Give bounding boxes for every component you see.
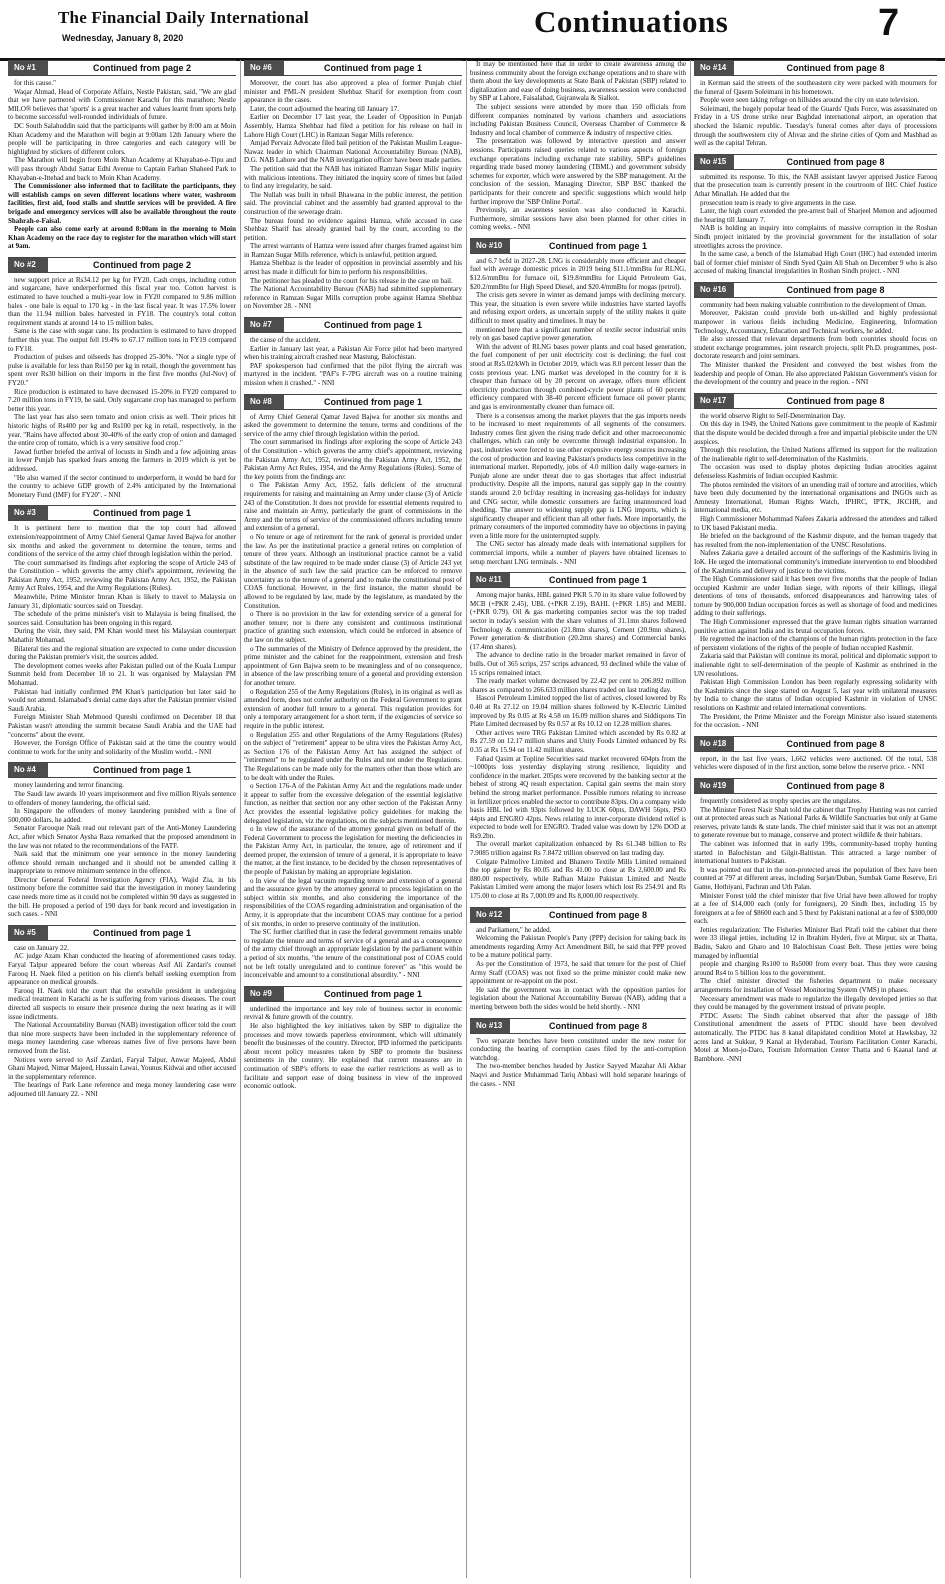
story [244, 317, 462, 388]
section-title: Continuations [534, 4, 729, 39]
story-body [470, 926, 686, 1012]
paragraph: Rice production is estimated to have decreased 15-20% in FY20 compared to 7.20 million tons in FY19, he said. Only sugarcane crop has managed to perform better this year. [8, 387, 236, 413]
story [8, 257, 236, 499]
paragraph: Senator Farooque Naik read out relevant part of the Anti-Money Laundering Act, after which Senator Aysha Raza remarked that the proposed amendment in the law was not related to the recommendations of the FATF. [8, 824, 236, 850]
paragraph: The Saudi law awards 10 years imprisonment and five million Riyals sentence to offenders of money laundering, the official said. [8, 789, 236, 807]
story-header [694, 778, 937, 794]
paragraph: Pakistan had initially confirmed PM Khan's participation but later said he would not attend. Islamabad's denial came days after the Pakistan premier visited Saudi Arabia. [8, 687, 236, 713]
paragraph: The advance to decline ratio in the broader market remained in favor of bulls. Out of 365 scrips, 257 scrips advanced, 93 declined while the value of 15 scrips remained intact. [470, 651, 686, 677]
paragraph: DC South Salahuddin said that the participants will gather by 8:00 am at Moin Khan Academy and the Marathon will begin at 9:00am 12th January where the people will be participating in three categories and each category will be highlighted by stickers of different colors. [8, 121, 236, 156]
story-number-badge: No #8 [244, 395, 284, 409]
paragraph: With the advent of RLNG bases power plants and coal based generation, the fuel component of per unit electricity cost is declining; the fuel cost stood at Rs5.02/kWh in October 2019, which was 8.0 percent lesser than the costs previous year. LNG market was developed in the country for it is cheaper than furnace oil by 20 percent on average, offers more efficient electricity production through combined-cycle power plants of 60 percent efficiency compared with 38-40 percent efficient furnace oil power plants; and gas is environmentally cleaner than furnace oil. [470, 342, 686, 411]
paragraph: The petition said that the NAB has initiated Ramzan Sugar Mills' inquiry with malicious intentions. They initiated the inquiry score of times but failed to find any irregularity, he said. [244, 164, 462, 191]
story-header [8, 505, 236, 521]
paragraph: new support price at Rs34.12 per kg for FY20. Cash crops, including cotton and sugarcane, have underperformed this fiscal year too. Cotton harvest is estimated to have touched a multi-year low in FY20 compared to 9.86 million bales - one bale is equal to 170 kg - in the last fiscal year. It was 17.5% lower than the 11.94 million bales harvested in FY18. The country's total cotton requirement stands at around 14 to 15 million bales. [8, 275, 236, 327]
paragraph: The court summarised its findings after exploring the scope of Article 243 of the Constitution - which governs the army chief's appointment, reviewing the Pakistan Army Act, 1952, reviewing the Pakistan Army Act, 1952, the Pakistan Army Act Rules, 1954, and the Army Regulations (Rules). Some of the key points from the findings are: [244, 438, 462, 481]
paragraph: Later, the court adjourned the hearing till January 17. [250, 104, 399, 113]
story [8, 60, 236, 251]
story-body [694, 173, 937, 276]
paragraph: In Singapore the offenders of money laundering punished with a fine of 500,000 dollars, he added. [8, 807, 236, 824]
column-4 [694, 60, 937, 1580]
paragraph: Two separate benches have been constituted under the new roster for conducting the hearing of corruption cases filed by the anti-corruption watchdog. [470, 1036, 686, 1062]
paragraph: o The Pakistan Army Act, 1952, falls deficient of the structural requirements for raising and maintaining an Army under clause (3) of Article 243 of the Constitution. It does not provide for essential elements required to raise and maintain an Army, particularly the grant of commissions in the Army and the terms of service of the commissioned officers including tenure and extension of a general. [244, 481, 462, 533]
paragraph: Jetties regularization: The Fisheries Minister Bari Pitafi told the cabinet that there were 33 illegal jetties, including 12 in Ibrahim Hyderi, five at Mirpur, six at Thatta, Badin, Sakro and Gharo and 10 Balochistan Coast Belt. These jetties were being managed by influential [694, 925, 937, 960]
column-3 [470, 60, 686, 1580]
paragraph: As per the Constitution of 1973, he said that tenure for the post of Chief Army Staff (COAS) was not fixed so the prime minister could make new appointment or re-appoint on the post. [470, 960, 686, 986]
story [470, 238, 686, 566]
story-header [8, 60, 236, 76]
paragraph: and 6.7 bcfd in 2027-28. LNG is considerably more efficient and cheaper fuel with average domestic prices in 2019 being $11.1/mmBtu for RLNG, $12.6/mmBtu for furnace oil, $19.8/mmBtu for Liquid Petroleum Gas, $20.2/mmBtu for High Speed Diesel, and $20.4/mmBtu for mogas (petrol). [470, 256, 686, 291]
paragraph: He briefed on the background of the Kashmir dispute, and the human tragedy that has resulted from the non-implementation of the UNSC Resolutions. [694, 532, 937, 549]
paragraph: PAF spokesperson had confirmed that the pilot flying the aircraft was martyred in the incident. "PAF's F-7PG aircraft was on a routine training mission when it crashed." - NNI [244, 361, 462, 387]
story-body [244, 413, 462, 980]
paragraph: On this day in 1949, the United Nations gave commitment to the people of Kashmir that the dispute would be decided through a free and impartial plebiscite under the UN auspices. [694, 420, 937, 446]
paragraph: Through this resolution, the United Nations affirmed its support for the realization of the inalienable right to self-determination of the Kashmiris. [694, 446, 937, 463]
paragraph: Bilateral ties and the regional situation are expected to come under discussion during the Pakistan premier's visit, the sources added. [8, 644, 236, 662]
story-body [8, 781, 236, 919]
paragraph: People were seen taking refuge on hillsides around the city on state television. [700, 96, 920, 105]
story-number-badge: No #6 [244, 61, 284, 75]
paragraph: The National Accountability Bureau (NAB) had submitted supplementary reference in Ramzan Sugar Mills corruption probe against Hamza Shehbaz on November 28. - NNI [244, 285, 462, 311]
paragraph: Colgate Palmolive Limited and Bhanero Textile Mills Limited remained the top gainer by Rs 80.05 and Rs 41.00 to close at Rs 2,600.00 and Rs 880.00 respectively, while Rafhan Maize Pakistan Limited and Nestle Pakistan Limited were among the major losers which lost Rs 254.91 and Rs 175.00 to close at Rs 7,000.09 and Rs 8,000.00 respectively. [470, 857, 686, 901]
paragraph: The Minister Forest Nasir Shah told the cabinet that Trophy Hunting was not carried out at protected areas such as National Parks & Wildlife Sanctuaries but only at Game reserves, private lands & state lands. The chief minister said that it was not an attempt to generate revenue but to manage, conserve and protect wildlife & their habitats. [694, 805, 937, 840]
story-number-badge: No #5 [8, 926, 48, 940]
story-header [8, 925, 236, 941]
story-continuation-title: Continued from page 8 [548, 1020, 647, 1031]
paragraph: Foreign Minister Shah Mehmood Qureshi confirmed on December 18 that Pakistan wasn't attending the summit because Saudi Arabia and the UAE had "concerns" about the event. [8, 713, 236, 739]
paragraph: In the same case, a bench of the Islamabad High Court (IHC) had extended interim bail of former chief minister of Sindh Syed Qaim Ali Shah on December 9 who is also accused of making financial irregularities in Roshan Sindh project. - NNI [694, 250, 937, 276]
story [694, 736, 937, 772]
story-header [244, 394, 462, 410]
story-header [470, 1018, 686, 1034]
paragraph: community had been making valuable contribution to the development of Oman. [700, 300, 927, 309]
paragraph: Naik said that the minimum one year sentence in the money laundering offence should remain unchanged and it should not be amended calling it inappropriate to remove minimum sentence in the offence. [8, 850, 236, 876]
story-header [470, 238, 686, 254]
story-header [470, 907, 686, 923]
paragraph: It was pointed out that in the non-protected areas the population of Ibex have been counted at 797 at different areas, including Surjan/Duban, Sumbak Game Reserve, Eri Game, Hothiyani, Pachran and Uth Palan. [694, 865, 937, 891]
paragraph: Fahad Qasim at Topline Securities said market recovered 604pts from the ~1000pts loss yesterday displaying strong resilience, liquidity and confidence in the market. 205pts were recovered by the banking sector at the behest of strong 4Q result expectation. Capital gain seems the main story behind the strong market performance. Possible rumors relating to increase in fertilizer prices enabled the sector to contribute 83pts. On a company wide basis HBL led with 93pts followed by LUCK 60pts, DAWH 56pts, PSO 44pts and ENGRO 42pts. News relating to inter-corporate dividend relief is expected to bode well for ENGRO. Traded value was down by 12% DOD at Rs9.2bn. [470, 754, 686, 840]
paragraph: The High Commissioner expressed that the grave human rights situation warranted punitive action against India and its brutal occupation forces. [694, 618, 937, 635]
story [470, 907, 686, 1012]
paragraph: Hamza Shehbaz is the leader of opposition in provincial assembly and his arrest has made it difficult for him to perform his responsibilities. [244, 259, 462, 277]
paragraph: He also highlighted the key initiatives taken by SBP to digitalize the processes and move towards paperless environment, which will ultimately benefit the businesses of the country. Director, IPD informed the participants about recent policy measures taken by SBP to promote the business sentiments in the country. He explained that current measures are in continuation of SBP's efforts to ease the earlier restrictions as well as to facilitate and support ease of doing business in view of the improved economic outlook. [244, 1021, 462, 1091]
story-header [244, 317, 462, 333]
paragraph: The schedule of the prime minister's visit to Malaysia is being finalised, the sources said. Consultation has been ongoing in this regard. [8, 610, 236, 627]
story-body [470, 591, 686, 900]
paragraph: The Nullah was built in tehsil Bhawana in the public interest, the petition said. The provincial cabinet and the assembly had granted approval to the construction of the sewerage drain. [244, 190, 462, 216]
story-body [694, 797, 937, 1063]
story-continuation-title: Continued from page 1 [92, 508, 191, 519]
paragraph: The President, the Prime Minister and the Foreign Minister also issued statements for the occasion. - NNI [694, 712, 937, 730]
story-body [470, 257, 686, 566]
paragraph: Moreover, Pakistan could provide both un-skilled and highly professional manpower in various fields including Medicine, Engineering, Information Technology, Accountancy, Education and Technical workers, he added. [694, 309, 937, 335]
paragraph: The crisis gets severe in winter as demand jumps with declining mercury. This year, the situation is even severe while industries have started layoffs and refusing export orders, as uncertain supply of the utility makes it quite difficult to meet quality and timelines. It may be [470, 291, 686, 326]
paragraph: Minister Forest told the chief minister that five Urial have been allowed for trophy at a fee of $14,000 each (only for foreigners), 20 Sindh Ibex, including 15 by foreigners at a fee of $8600 each and 5 Ibext by Pakistani national at a fee of $300,000 each. [694, 891, 937, 926]
story-number-badge: No #13 [470, 1019, 510, 1033]
paragraph: Production of pulses and oilseeds has dropped 25-30%. "Not a single type of pulse is available for less than Rs150 per kg in retail, though the government has spent over Rs30 billion on their imports in the first five months (Jul-Nov) of FY20." [8, 353, 236, 387]
story-body [8, 944, 236, 1099]
paper-name: The Financial Daily International [58, 8, 309, 27]
story [8, 762, 236, 919]
paragraph: The SC further clarified that in case the federal government remains unable to regulate the tenure and terms of service of a general and as a consequence of the army chief through an appropriate legislation by the parliament within a period of six months, "the tenure of the constitutional post of COAS could not be left totally unregulated and to continue forever" as "this would be inconceivable and amount to a constitutional absurdity." - NNI [244, 928, 462, 980]
story-number-badge: No #11 [470, 573, 510, 587]
story-body [244, 1005, 462, 1091]
paragraph: He said the government was in contact with the opposition parties for legislation about the National Accountability Bureau (NAB), adding that a meeting between both the sides would be held shortly. - NNI [470, 985, 686, 1011]
paragraph: prosecution team is ready to give arguments in the case. [700, 198, 857, 207]
paragraph: The petitioner has pleaded to the court for his release in the case on bail. [250, 276, 453, 285]
story-continuation-title: Continued from page 8 [786, 780, 885, 791]
story-body [470, 1037, 686, 1089]
story-number-badge: No #10 [470, 239, 510, 253]
story-body [244, 336, 462, 388]
story-number-badge: No #15 [694, 155, 734, 169]
story-body [694, 412, 937, 730]
paragraph: Director General Federal Investigation Agency (FIA), Wajid Zia, in his testimony before the committee said that the investigation in money laundering case needs more time as it could not be completed within 90 days as suggested in the bill. He proposed a period of 190 days for bank record and investigation in such cases. - NNI [8, 875, 236, 919]
paragraph: He also stressed that relevant departments from both countries should focus on student exchange programmes, joint research projects, split Ph.D. programmes, post-doctorate research and joint seminars. [694, 335, 937, 361]
paragraph: report, in the last five years, 1,662 vehicles were auctioned. Of the total, 538 vehicles were disposed of in the first auction, some below the reserve price. - NNI [694, 754, 937, 772]
paragraph: for this cause." [14, 79, 56, 87]
paragraph: frequently considered as trophy species are the ungulates. [700, 796, 862, 805]
story-continuation-title: Continued from page 1 [92, 927, 191, 938]
paragraph: It may be mentioned here that in order to create awareness among the business community about the foreign exchange operations and to share with them about the key developments at State Bank of Pakistan (SBP) related to digitalization and ease of doing business, awareness session were conducted by SBP at Lahore, Faisalabad, Gujranwala & Sialkot. [470, 60, 686, 103]
story [244, 986, 462, 1091]
column-divider [240, 60, 241, 1578]
paragraph: o Regulation 255 of the Army Regulations (Rules), in its original as well as amended form, does not confer authority on the Federal Government to grant extension of another full tenure to a general. This regulation provides for only a temporary arrangement for a short term, if the exigencies of service so require in the public interest. [244, 687, 462, 730]
paragraph: o In view of the legal vacuum regarding tenure and extension of a general and the assurance given by the attorney general to process legislation on the subject within six months, and also considering the importance of the responsibilities of the COAS regarding administration and organisation of the Army, it is appropriate that the incumbent COAS may continue for a period of six months, in order to preserve continuity of the institution. [244, 876, 462, 928]
story-header [8, 257, 236, 273]
paragraph: The arrest warrants of Hamza were issued after charges framed against him in Ramzan Sugar Mills reference, which is unlawful, petition argued. [244, 242, 462, 259]
paragraph: Notices were served to Asif Zardari, Faryal Talpur, Anwar Majeed, Abdul Ghani Majeed, Nimar Majeed, Hussain Lawai, Younus Kidwai and other accused in the supplementary reference. [8, 1055, 236, 1081]
paragraph: Jawad further briefed the arrival of locusts in Sindh and a few adjoining areas in lower Punjab has sparked fears among the farmers in 2019 which is yet be addressed. [8, 447, 236, 473]
paragraph: The development comes weeks after Pakistan pulled out of the Kuala Lumpur Summit held from December 18 to 21. It was organised by Malaysian PM Mohamad. [8, 661, 236, 687]
paragraph: Soleimani, the hugely popular head of the Guards' Quds Force, was assassinated on Friday in a US drone strike near Baghdad international airport, an operation that shocked the Islamic republic. Tuesday's funeral comes after days of processions through the southwestern city of Ahvaz and the shrine cities of Qom and Mashhad as well as the capital Tehran. [694, 104, 937, 148]
story-continuation-title: Continued from page 2 [92, 63, 191, 73]
story-number-badge: No #4 [8, 763, 48, 777]
paragraph: NAB is holding an inquiry into complaints of massive corruption in the Roshan Sindh project initiated by the provincial government for the installation of solar streetlights across the province. [694, 224, 937, 250]
paragraph: The National Accountability Bureau (NAB) investigation officer told the court that nine more suspects have been included in the supplementary reference of mega money laundering case whereas names five of five persons have been removed from the list. [8, 1021, 236, 1055]
story-number-badge: No #9 [244, 987, 284, 1001]
paragraph: However, the Foreign Office of Pakistan said at the time the country would continue to work for the unity and solidarity of the Muslim world. - NNI [8, 739, 236, 756]
paragraph: The bureau found no evidence against Hamza, while accused in case Shehbaz Sharif has already granted bail by the court, according to the petition. [244, 216, 462, 242]
paragraph: Necessary amendment was made to regularize the illegally developed jetties so that they could be managed by the government instead of private people. [694, 994, 937, 1012]
paragraph: Previously, an awareness session was also conducted in Karachi. Furthermore, similar sessions have also been planned for other cities in coming weeks. - NNI [470, 206, 686, 232]
paragraph: Among major banks, HBL gained PKR 5.70 in its share value followed by MCB (+PKR 2.45), UBL (+PKR 2.19), BAHL (+PKR 1.85) and MEBL (+PKR 0.79). Oil & gas marketing companies sector was the top traded sector in today's session with the share volumes of 31.1mn shares followed Technology & communication (21.8mn shares), Cement (20.9mn shares), Power generation & distribution (20.2mn shares) and Commercial banks (17.4mn shares). [470, 591, 686, 651]
story-number-badge: No #18 [694, 737, 734, 751]
story [8, 925, 236, 1099]
story-continuation-title: Continued from page 1 [323, 320, 422, 331]
paragraph: submitted its response. To this, the NAB assistant lawyer apprised Justice Farooq that the prosecution team is currently present in the courtroom of IHC Chief Justice Athar Minallah. He added that the [694, 172, 937, 198]
story [8, 505, 236, 756]
story-header [470, 572, 686, 588]
paragraph: The subject sessions were attended by more than 150 officials from different companies nominated by various chambers and associations including Pakistan Business Council, Overseas Chamber of Commerce & Industry and local chamber of commerce & industry of respective cities. [470, 102, 686, 137]
story-body [8, 79, 236, 251]
story-continuation-title: Continued from page 1 [323, 988, 422, 999]
paragraph: The overall market capitalization enhanced by Rs 61.348 billion to Rs 7.9085 trillion against Rs 7.8472 trillion observed on last trading day. [470, 840, 686, 858]
paragraph: Nafees Zakaria gave a detailed account of the sufferings of the Kashmiris living in IoK. He urged the international community's immediate intervention to end bloodshed of the Kashmiris and delivery of justice to the victims. [694, 549, 937, 575]
publication-date: Wednesday, January 8, 2020 [62, 33, 184, 43]
paragraph: the cause of the accident. [250, 336, 321, 345]
story [694, 60, 937, 148]
paragraph: The photos reminded the visitors of an unending trail of torture and atrocities, which have been duly documented by the international organisations and INGOs such as Amnesty International, Human Rights Watch, IPHRC, IPTK, JKCHR, and international media, etc. [694, 480, 937, 515]
story [244, 394, 462, 980]
story-continuation-title: Continued from page 8 [786, 284, 885, 295]
paragraph: The ready market volume decreased by 22.42 per cent to 206.892 million shares as compared to 266.633 million shares traded on last trading day. [470, 677, 686, 694]
paragraph: The Minister thanked the President and conveyed the best wishes from the leadership and people of Oman. He also appreciated Pakistan Government's vision for the development of the country and peace in the region. - NNI [694, 361, 937, 387]
story-continuation-title: Continued from page 2 [92, 259, 191, 270]
paragraph: Same is the case with sugar cane. Its production is estimated to have dropped further this year. The output fell 19.4% to 67.17 million tons in FY19 compared to FY18. [8, 327, 236, 353]
column-1 [8, 60, 236, 1580]
paragraph: Earlier on December 17 last year, the Leader of Opposition in Punjab Assembly, Hamza Shehbaz had filed a petition for his release on bail in Lahore High Court (LHC) in Ramzan Sugar Mills reference. [244, 113, 462, 139]
paragraph: The last year has also seen tomato and onion crisis as well. Their prices hit historic highs of Rs400 per kg and Rs100 per kg in retail, respectively, in the year. "Rains have affected about 30-40% of the early crop of onion and damaged the entire crop of tomato, which is a very sensitive food crop." [8, 413, 236, 448]
paragraph: Pakistan High Commission London has been regularly expressing solidarity with the Kashmiris since the siege started on August 5, last year with unilateral measures by India to change the status of Indian occupied Kashmir in violation of UNSC resolutions on Kashmir and related international conventions. [694, 678, 937, 712]
story-number-badge: No #16 [694, 283, 734, 297]
story [244, 60, 462, 311]
paragraph: o In view of the assurance of the attorney general given on behalf of the Federal Government to process the legislation for meeting the deficiencies in the Pakistan Army Act, in particular, the tenure, age of retirement and if deemed proper, the extension of tenure of a general, it is appropriate to leave the matter, at the first instance, to be decided by the chosen representatives of the people of Pakistan by making an appropriate legislation. [244, 825, 462, 877]
paragraph: There is a consensus among the market players that the gas imports needs to be increased to meet requirements of all segments of the consumers. Industry comes first given the rising trade deficit and other macroeconomic challenges, which can only be overcome through industrial expansion. In past, industries were forced to use other expensive energy sources increasing the cost of production and leaving Pakistan's products less competitive in the international market. Reportedly, jobs of 4.0 million daily wage-earners in Punjab alone are under threat due to gas shortages that affect industrial productivity. Despite all the imports, natural gas supply gap in the country stands around 2.0 bcf/day resulting in increasing gas-holidays for industry and CNG sector, while domestic consumers are facing unannounced load shedding. The answer to widening supply gap is LNG imports, which is significantly cheaper and efficient than all other fuels. More importantly, the primary consumers of the imported commodity have no objections in paying even a little more for the uninterrupted supply. [470, 411, 686, 540]
paragraph: Welcoming the Pakistan People's Party (PPP) decision for taking back its amendments regarding Army Act Amendment Bill, he said that PPP proved to be a mature political party. [470, 934, 686, 960]
paragraph: The presentation was followed by interactive question and answer sessions. Participants raised queries related to various aspects of foreign exchange operations including exchange rate stability, SBP's guidelines regarding trade based money laundering (TBML) and government subsidy schemes for exporter, which were answered by the SBP management. At the conclusion of the session, Managing Director, SBP BSC thanked the participants for their concrete and specific suggestions which would help further improve the 'SBP Online Portal'. [470, 137, 686, 206]
paragraph: o Section 176-A of the Pakistan Army Act and the regulations made under it appear to suffer from the excessive delegation of the essential legislative function, as neither that section nor any other section of the Pakistan Army Act provides the essential legislative policy guidelines for making the delegated legislation, viz the regulations, on the subjects mentioned therein. [244, 782, 462, 825]
paragraph: It is pertinent here to mention that the top court had allowed extension/reappointment of Army Chief General Qamar Javed Bajwa for another six months and asked the government to determine the tenure, terms and conditions of the service of the army chief through legislation within the period. [8, 524, 236, 559]
story [694, 154, 937, 276]
paragraph: Zakaria said that Pakistan will continue its moral, political and diplomatic support to inalienable right to self-determination of the people of Kashmir as enshrined in the UN resolutions. [694, 652, 937, 678]
paragraph: PTDC Assets: The Sindh cabinet observed that after the passage of 18th Constitutional amendment the assets of PTDC should have been devolved automatically. The PTDC has 8 kanal dilapidated condition Motel at Hawksbay, 32 acres land at Sukkur, 9 Kanal at Hyderabad, Tourism Facilitation Center Karachi, Motel at Moen-jo-Daro, Tourism Information Center Thatta and 6 Kaanal land at Bambhore. -NNI [694, 1011, 937, 1063]
paragraph: The CNG sector has already made deals with international suppliers for commercial imports, while a number of players have obtained licenses to setup merchant LNG terminals. - NNI [470, 540, 686, 566]
story-number-badge: No #1 [8, 61, 48, 75]
paragraph: in Kerman said the streets of the southeastern city were packed with mourners for the funeral of Qasem Soleimani in his hometown. [694, 79, 937, 96]
story-continuation-title: Continued from page 1 [323, 63, 422, 73]
paragraph: High Commissioner Mohammad Nafees Zakaria addressed the attendees and talked to UK based Pakistani media. [694, 514, 937, 532]
story [694, 778, 937, 1063]
paragraph: o The summaries of the Ministry of Defence approved by the president, the prime minister and the cabinet for the reappointment, extension and fresh appointment of Gen Bajwa seem to be meaningless and of no consequence, in absence of the law prescribing tenure of a general and providing extension for another tenure. [244, 644, 462, 687]
paragraph: Earlier in January last year, a Pakistan Air Force pilot had been martyred when his training aircraft crashed near Mastung, Balochistan. [244, 344, 462, 362]
paragraph: Amjad Pervaiz Advocate filed bail petition of the Pakistan Muslim League-Nawaz leader in which Chairman National Accountability Bureau (NAB), D.G. NAB Lahore and the NAB investigation officer have been made parties. [244, 139, 462, 165]
paragraph: The High Commissioner said it has been over five months that the people of Indian occupied Kashmir are under Indian siege, with reports of their killings, illegal detentions of tens of thousands, enforced disappearances and harrowing tales of torture by 900,000 Indian occupation forces as well as shortage of food and medicines adding to their sufferings. [694, 575, 937, 618]
story-continuation-title: Continued from page 1 [548, 575, 647, 586]
story-header [694, 393, 937, 409]
story-continuation-title: Continued from page 8 [786, 395, 885, 406]
paragraph: Farooq H. Naek told the court that the erstwhile president in undergoing medical treatment in Karachi as he is suffering from various diseases. The court directed all suspects to ensure their presence during the next hearing as it will issue indictments. [8, 986, 236, 1021]
paragraph: people and charging Rs100 to Rs5000 from every boat. Thus they were causing around Rs4 to 5 billion loss to the government. [694, 960, 937, 977]
story-body [694, 79, 937, 148]
paragraph: AC judge Azam Khan conducted the hearing of aforementioned cases today. Faryal Talpur appeared before the court whereas Asif Ali Zardari's counsel Farooq H. Naek filed a petition on his client's behalf seeking exemption from appearance on medical grounds. [8, 952, 236, 987]
story-header [244, 986, 462, 1002]
paragraph: Later, the high court extended the pre-arrest bail of Sharjeel Memon and adjourned the hearing till January 7. [694, 207, 937, 224]
story-header [8, 762, 236, 778]
story [694, 393, 937, 730]
paragraph: mentioned here that a significant number of textile sector industrial units rely on gas based captive power generation. [470, 325, 686, 343]
story-continuation-title: Continued from page 1 [92, 765, 191, 776]
story-number-badge: No #14 [694, 61, 734, 75]
paragraph: People can also come early at around 8:00am in the morning to Moin Khan Academy on the race day to register for the marathon which will start at 9am. [8, 225, 236, 251]
story-body [694, 755, 937, 772]
story-continuation-title: Continued from page 8 [786, 738, 885, 749]
story-body [244, 79, 462, 311]
paragraph: The Commissioner also informed that to facilitate the participants, they will establish camps on seven different locations where water, washroom facilities, first aid, food stalls and shuttle services will be provided. A fire brigade and emergency services will also be available throughout the route Shahrah-e-Faisal. [8, 182, 236, 225]
paragraph: o No tenure or age of retirement for the rank of general is provided under the law. As per the institutional practice a general retires on completion of tenure of three years. Although an institutional practice cannot be a valid substitute of the law required to be made under clause (3) of Article 243 yet in the absence of such law the said practice can be enforced to remove uncertainty as to the tenure of a general and to make the constitutional post of COAS functional. However, in the first instance, the matter should be allowed to be regulated by law, made by the legislature, as mandated by the Constitution. [244, 532, 462, 610]
paragraph: underlined the importance and key role of business sector in economic revival & future growth of the country. [244, 1004, 462, 1022]
paragraph: The chief minister directed the fisheries department to make necessary arrangements for installation of Vessel Monitoring System (VMS) in phases. [694, 977, 937, 995]
paragraph: The cabinet was informed that in early 199s, community-based trophy hunting started in Balochistan and Gilgit-Baltistan. This attracted a large number of international hunters to Pakistan. [694, 839, 937, 866]
story [470, 572, 686, 900]
story [694, 282, 937, 387]
column-divider [466, 60, 467, 1578]
story-body [8, 524, 236, 756]
story-number-badge: No #3 [8, 506, 48, 520]
masthead [0, 0, 945, 61]
story [470, 1018, 686, 1089]
story-continuation-title: Continued from page 8 [786, 156, 885, 167]
paragraph: The Marathon will begin from Moin Khan Academy at Khayaban-e-Tipu and will pass through Abdul Sattar Edhi Avenue to Captain Farhan Shaheed Park to Khayaban-e-Ittehad and back to Moin Khan Academy. [8, 156, 236, 182]
story-continuation-title: Continued from page 8 [548, 909, 647, 920]
story-number-badge: No #19 [694, 779, 734, 793]
story-continuation-title: Continued from page 8 [786, 63, 885, 73]
paragraph: Meanwhile, Prime Minister Imran Khan is likely to travel to Malaysia on January 31, diplomatic sources said on Tuesday. [8, 593, 236, 610]
column-divider [690, 60, 691, 1578]
story-number-badge: No #2 [8, 258, 48, 272]
paragraph: o Regulation 255 and other Regulations of the Army Regulations (Rules) on the subject of "retirement" appear to be ultra vires the Pakistan Army Act, as Section 176 of the Pakistan Army Act has assigned the subject of "retirement" to be regulated under the Rules and not under the Regulations. The Regulations can be made only for the matters other than those which are to be dealt with under the Rules. [244, 730, 462, 782]
paragraph: During the visit, they said, PM Khan would meet his Malaysian counterpart Mahathir Mohamad. [8, 627, 236, 645]
story-header [694, 282, 937, 298]
paragraph: Waqar Ahmad, Head of Corporate Affairs, Nestle Pakistan, said, "We are glad that we have partnered with Commissioner Karachi for this marathon; Nestle MILO® believes that 'sports' is a great teacher and values learnt from sports help to become successful well-rounded individuals of future. [8, 87, 236, 122]
column-2 [244, 60, 462, 1580]
story-header [694, 60, 937, 76]
story [470, 60, 686, 232]
paragraph: money laundering and terror financing. [14, 781, 124, 790]
paragraph: Hascol Petroleum Limited topped the list of actives, closed lowered by Rs 0.40 at Rs 27.12 on 19.04 million shares followed by K-Electric Limited improved by Rs 0.05 at Rs 4.58 on 16.09 million shares and Siddiqsons Tin Plate Limited decreased by Rs 0.57 at Rs 10.12 on 12.28 million shares. [470, 694, 686, 729]
paragraph: the world observe Right to Self-Determination Day. [700, 411, 846, 420]
story-body [8, 276, 236, 499]
paragraph: Moreover, the court has also approved a plea of former Punjab chief minister and PML-N president Shehbaz Sharif for exemption from court appearance in the cases. [244, 79, 462, 105]
paragraph: of Army Chief General Qamar Javed Bajwa for another six months and asked the government to determine the tenure, terms and conditions of the service of the army chief through legislation within the period. [244, 412, 462, 438]
story-header [244, 60, 462, 76]
paragraph: The two-member benches headed by Justice Sayyed Mazahar Ali Akbar Naqvi and Justice Muhammad Tariq Abbasi will hold separate hearings of the cases. - NNI [470, 1062, 686, 1088]
story-number-badge: No #17 [694, 394, 734, 408]
story-header [694, 736, 937, 752]
story-body [694, 301, 937, 387]
paragraph: The hearings of Park Lane reference and mega money laundering case were adjourned till January 22. - NNI [8, 1081, 236, 1098]
paragraph: and Parliament," he added. [476, 925, 552, 934]
paragraph: The court summarised its findings after exploring the scope of Article 243 of the Constitution - which governs the army chief's appointment, reviewing the Pakistan Army Act, 1952, reviewing the Pakistan Army Act, 1952, the Pakistan Army Act Rules, 1954, and the Army Regulations (Rules). [8, 558, 236, 593]
paragraph: "He also warned if the sector continued to underperform, it would be hard for the country to achieve GDP growth of 2.4% anticipated by the International Monetary Fund (IMF) for FY20". - NNI [8, 473, 236, 499]
paragraph: Other actives were TRG Pakistan Limited which ascended by Rs 0.82 at Rs 27.59 on 12.17 million shares and Unity Foods Limited enhanced by Rs 0.35 at Rs 15.94 on 11.42 million shares. [470, 728, 686, 754]
story-body [470, 60, 686, 232]
page-number: 7 [878, 2, 900, 44]
paragraph: He regretted the inaction of the champions of the human rights protection in the face of persistent violations of the rights of the people of Indian occupied Kashmir. [694, 635, 937, 652]
story-continuation-title: Continued from page 1 [323, 396, 422, 407]
paragraph: The occasion was used to display photos depicting Indian atrocities against defenseless Kashmiris of Indian occupied Kashmir. [694, 463, 937, 480]
story-continuation-title: Continued from page 1 [548, 240, 647, 251]
story-number-badge: No #7 [244, 318, 284, 332]
story-header [694, 154, 937, 170]
paragraph: o There is no provision in the law for extending service of a general for another tenure; nor is there any consistent and continuous institutional practice of granting such extension, which could be enforced in absence of the law on the subject. [244, 610, 462, 645]
story-number-badge: No #12 [470, 908, 510, 922]
paragraph: case on January 22. [14, 943, 69, 952]
